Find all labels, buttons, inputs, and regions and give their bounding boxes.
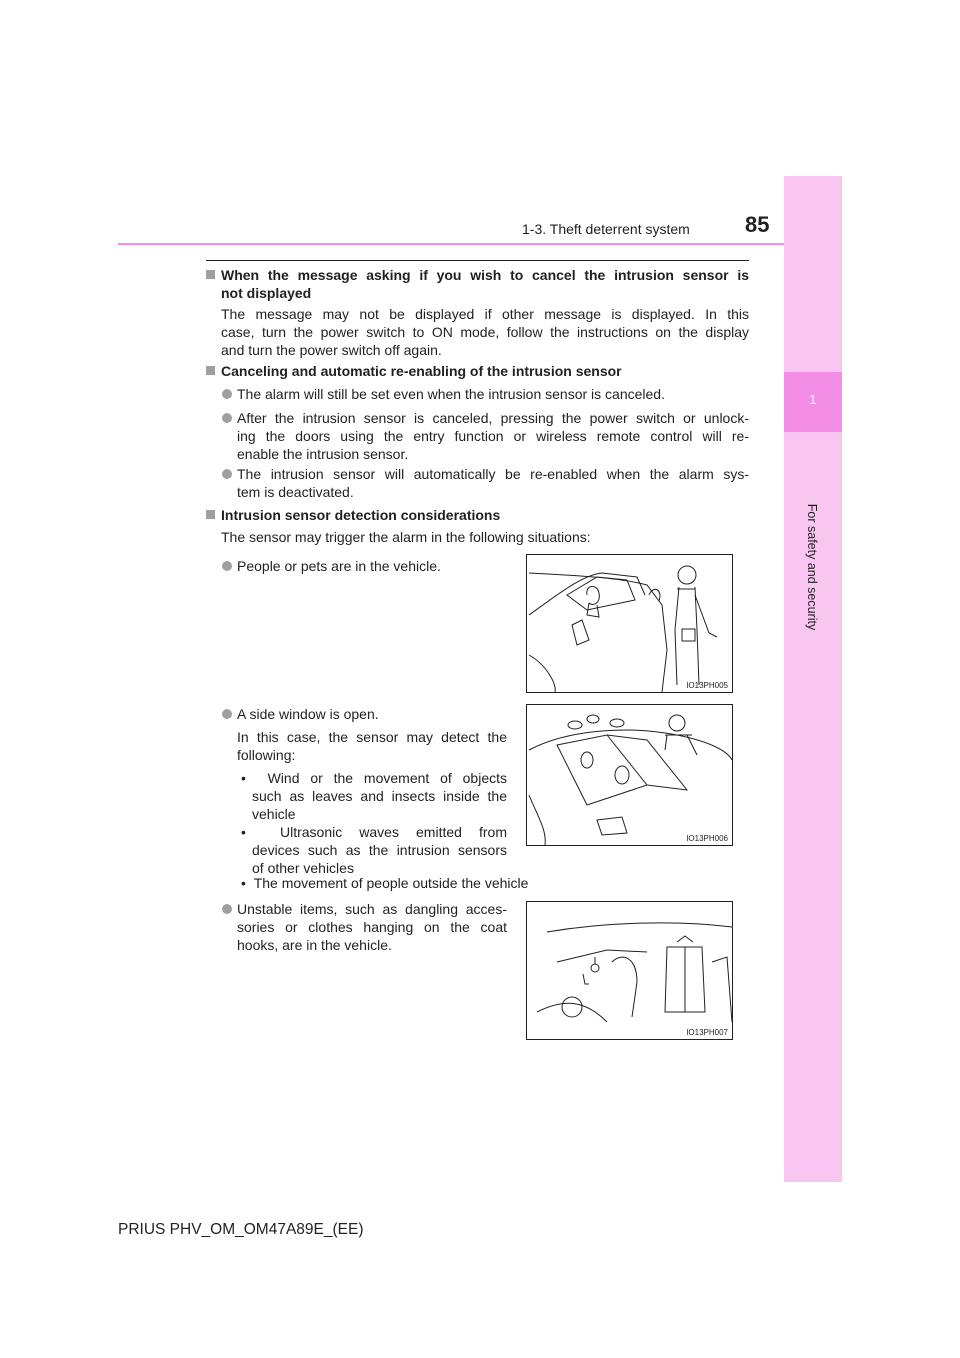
- header-rule: [118, 243, 784, 245]
- chapter-number: 1: [809, 392, 817, 407]
- car-pet-illustration: [527, 555, 732, 692]
- sub-bullet: • Wind or the movement of objects such as leaves and insects inside the vehicle: [241, 770, 507, 822]
- figure-id: IO13PH005: [686, 681, 728, 690]
- square-bullet-icon: [206, 270, 215, 279]
- square-bullet-icon: [206, 366, 215, 375]
- circle-bullet-icon: [222, 561, 232, 571]
- circle-bullet-icon: [222, 389, 232, 399]
- section-intro: The sensor may trigger the alarm in the following situations:: [221, 529, 591, 545]
- figure-id: IO13PH006: [686, 834, 728, 843]
- bullet-text: People or pets are in the vehicle.: [237, 558, 441, 574]
- chapter-title-vertical: [797, 492, 827, 642]
- illustration-hanging-items: [526, 901, 733, 1040]
- sub-bullet-list: [241, 769, 507, 877]
- sub-bullet: • Ultrasonic waves emitted from devices such as the intrusion sensors of other vehicles: [241, 824, 507, 876]
- illustration-open-window: [526, 704, 733, 846]
- section-divider: [206, 260, 749, 261]
- figure-id: IO13PH007: [686, 1028, 728, 1037]
- circle-bullet-icon: [222, 709, 232, 719]
- page-number: 85: [745, 212, 770, 237]
- bullet-text: After the intrusion sensor is canceled, pressing the power switch or unlock- ing the doors using the entry function or wireless remote control will re- enable the intrusion sensor.: [237, 410, 749, 462]
- section-heading: Intrusion sensor detection considerations: [206, 506, 500, 524]
- circle-bullet-icon: [222, 904, 232, 914]
- section-heading: When the message asking if you wish to cancel the intrusion sensor is not displayed: [206, 266, 749, 302]
- illustration-person-pet-in-vehicle: [526, 554, 733, 693]
- section-heading: Canceling and automatic re-enabling of the intrusion sensor: [206, 362, 622, 380]
- square-bullet-icon: [206, 510, 215, 519]
- circle-bullet-icon: [222, 469, 232, 479]
- section-body: The message may not be displayed if other message is displayed. In this case, turn the power switch to ON mode, follow the instructions on the display and turn the power switch off again.: [221, 306, 749, 358]
- chapter-side-tab: [784, 176, 842, 1182]
- bullet-text: The alarm will still be set even when the intrusion sensor is canceled.: [237, 386, 665, 402]
- circle-bullet-icon: [222, 413, 232, 423]
- sub-bullet: • The movement of people outside the vehicle: [241, 875, 529, 891]
- bullet-text: Unstable items, such as dangling acces- sories or clothes hanging on the coat hooks, are in the vehicle.: [237, 901, 507, 953]
- hanging-items-illustration: [527, 902, 732, 1039]
- bullet-text: A side window is open.: [237, 706, 379, 722]
- open-window-illustration: [527, 705, 732, 845]
- bullet-text: The intrusion sensor will automatically be re-enabled when the alarm sys- tem is deactivated.: [237, 466, 749, 500]
- chapter-title: For safety and security: [805, 503, 819, 631]
- section-title: 1-3. Theft deterrent system: [522, 221, 690, 237]
- footer-model-code: PRIUS PHV_OM_OM47A89E_(EE): [118, 1221, 364, 1238]
- sub-intro: In this case, the sensor may detect the following:: [237, 729, 507, 763]
